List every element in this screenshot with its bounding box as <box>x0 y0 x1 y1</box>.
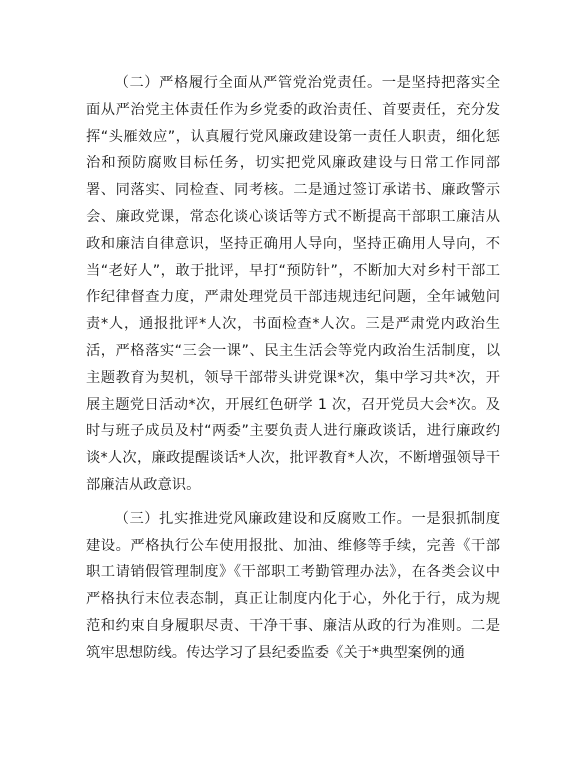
paragraph-section-2: （二）严格履行全面从严管党治党责任。一是坚持把落实全面从严治党主体责任作为乡党委的政治责任、首要责任，充分发挥“头雁效应”，认真履行党风廉政建设第一责任人职责，细化惩治和预防腐败目标任务，切实把党风廉政建设与日常工作同部署、同落实、同检查、同考核。二是通过签订承诺书、廉政警示会、廉政党课，常态化谈心谈话等方式不断提高干部职工廉洁从政和廉洁自律意识，坚持正确用人导向，坚持正确用人导向，不当“老好人”，敢于批评，早打“预防针”，不断加大对乡村干部工作纪律督查力度，严肃处理党员干部违规违纪问题，全年诫勉问责*人，通报批评*人次，书面检查*人次。三是严肃党内政治生活，严格落实“三会一课”、民主生活会等党内政治生活制度，以主题教育为契机，领导干部带头讲党课*次，集中学习共*次，开展主题党日活动*次，开展红色研学 1 次，召开党员大会*次。及时与班子成员及村“两委”主要负责人进行廉政谈话，进行廉政约谈*人次，廉政提醒谈话*人次，批评教育*人次，不断增强领导干部廉洁从政意识。 <box>86 75 500 493</box>
document-body <box>86 70 500 667</box>
paragraph-section-3: （三）扎实推进党风廉政建设和反腐败工作。一是狠抓制度建设。严格执行公车使用报批、加油、维修等手续，完善《干部职工请销假管理制度》《干部职工考勤管理办法》，在各类会议中严格执行末位表态制，真正让制度内化于心，外化于行，成为规范和约束自身履职尽责、干净干事、廉洁从政的行为准则。二是筑牢思想防线。传达学习了县纪委监委《关于*典型案例的通 <box>86 510 500 661</box>
